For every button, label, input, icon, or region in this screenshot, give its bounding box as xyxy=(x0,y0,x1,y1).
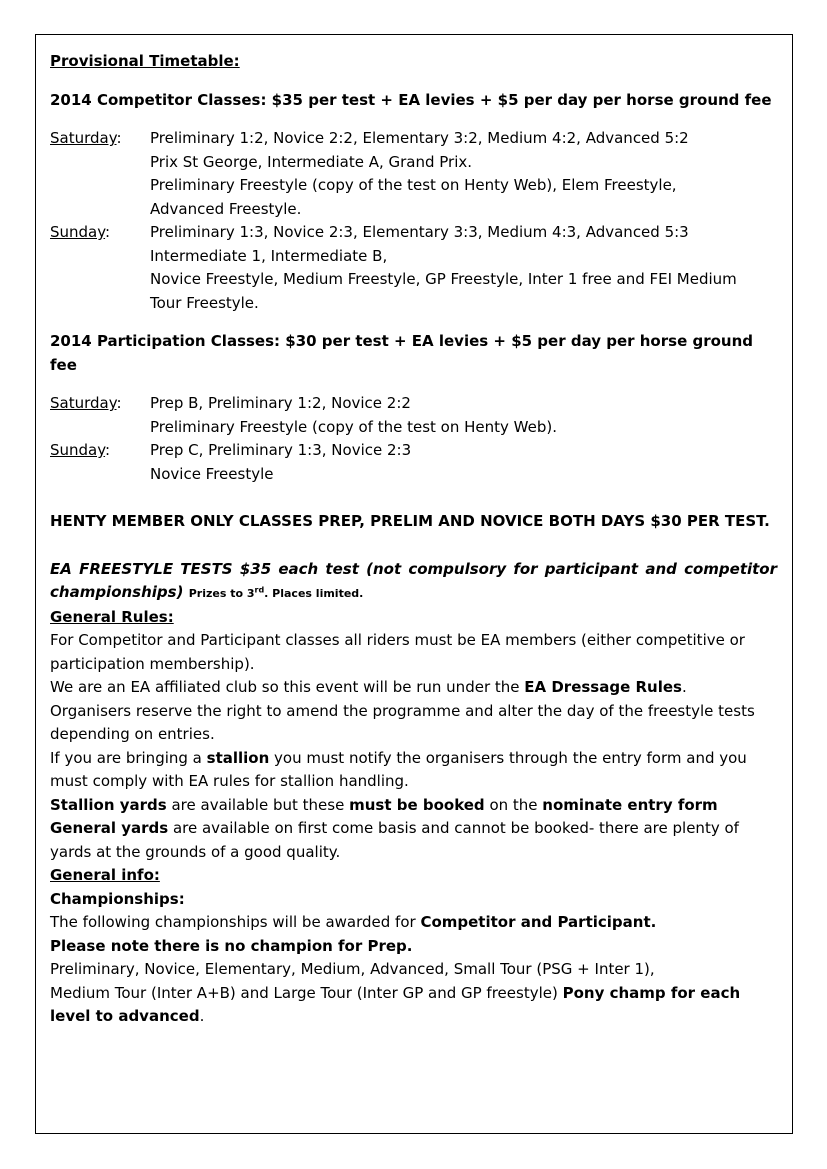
competitor-title: 2014 Competitor Classes: $35 per test + EA levies + $5 per day per horse ground fee xyxy=(50,90,772,109)
member-classes-notice: HENTY MEMBER ONLY CLASSES PREP, PRELIM AND NOVICE BOTH DAYS $30 PER TEST. xyxy=(50,512,770,530)
rule-affiliation: We are an EA affiliated club so this event will be run under the EA Dressage Rules. xyxy=(50,678,687,696)
schedule-line: Intermediate 1, Intermediate B, xyxy=(150,246,388,265)
day-label: Sunday xyxy=(50,223,106,241)
freestyle-championships: championships) xyxy=(50,583,184,601)
competitor-saturday: Saturday: Preliminary 1:2, Novice 2:2, Elementary 3:2, Medium 4:2, Advanced 5:2 Prix St George, Intermediate A, Grand Prix. Preliminary Freestyle (copy of the test on Henty Web), Elem Freestyle, Advanced Freestyle. xyxy=(50,127,777,221)
schedule-line: Novice Freestyle, Medium Freestyle, GP Freestyle, Inter 1 free and FEI Medium xyxy=(150,270,737,288)
schedule-line: Advanced Freestyle. xyxy=(150,199,302,218)
championship-tours: Medium Tour (Inter A+B) and Large Tour (Inter GP and GP freestyle) Pony champ for each level to advanced. xyxy=(50,983,741,1025)
championships-awarded: The following championships will be awarded for Competitor and Participant. xyxy=(50,913,657,931)
schedule-line: Prix St George, Intermediate A, Grand Prix. xyxy=(150,152,473,171)
schedule-line: Preliminary Freestyle (copy of the test on Henty Web), Elem Freestyle, xyxy=(150,176,677,194)
participation-sunday: Sunday: Prep C, Preliminary 1:3, Novice 2:3 Novice Freestyle xyxy=(50,439,777,486)
schedule-line: Prep B, Preliminary 1:2, Novice 2:2 xyxy=(150,394,411,412)
document-body xyxy=(50,50,777,1029)
championships-heading: Championships: xyxy=(50,889,185,908)
schedule-line: Prep C, Preliminary 1:3, Novice 2:3 xyxy=(150,441,412,459)
rule-membership: For Competitor and Participant classes all riders must be EA members (either competitive or participation membership). xyxy=(50,631,745,673)
day-label: Saturday xyxy=(50,129,117,147)
day-label: Sunday xyxy=(50,441,106,459)
prizes-note: Prizes to 3rd. Places limited. xyxy=(188,585,364,600)
freestyle-line-1: EA FREESTYLE TESTS $35 each test (not compulsory for participant and competitor xyxy=(50,559,777,578)
participation-title: 2014 Participation Classes: $30 per test + EA levies + $5 per day per horse ground fee xyxy=(50,332,753,374)
schedule-line: Preliminary 1:2, Novice 2:2, Elementary 3:2, Medium 4:2, Advanced 5:2 xyxy=(150,129,689,147)
competitor-sunday: Sunday: Preliminary 1:3, Novice 2:3, Elementary 3:3, Medium 4:3, Advanced 5:3 Intermediate 1, Intermediate B, Novice Freestyle, Medium Freestyle, GP Freestyle, Inter 1 free and FEI Medium Tour Freestyle. xyxy=(50,221,777,315)
schedule-line: Novice Freestyle xyxy=(150,464,274,483)
prep-champion-note: Please note there is no champion for Prep. xyxy=(50,936,413,955)
rule-general-yards: General yards are available on first come basis and cannot be booked- there are plenty of yards at the grounds of a good quality. xyxy=(50,819,739,861)
rule-programme: Organisers reserve the right to amend the programme and alter the day of the freestyle tests depending on entries. xyxy=(50,701,755,743)
participation-saturday: Saturday: Prep B, Preliminary 1:2, Novice 2:2 Preliminary Freestyle (copy of the test on Henty Web). xyxy=(50,392,777,439)
rule-stallion: If you are bringing a stallion you must notify the organisers through the entry form and you must comply with EA rules for stallion handling. xyxy=(50,748,747,790)
schedule-line: Preliminary 1:3, Novice 2:3, Elementary 3:3, Medium 4:3, Advanced 5:3 xyxy=(150,223,689,241)
day-label: Saturday xyxy=(50,394,117,412)
freestyle-line-2 xyxy=(50,581,777,606)
general-rules-heading: General Rules: xyxy=(50,607,174,626)
schedule-line: Tour Freestyle. xyxy=(150,293,259,312)
schedule-line: Preliminary Freestyle (copy of the test on Henty Web). xyxy=(150,417,557,436)
rule-stallion-yards: Stallion yards are available but these must be booked on the nominate entry form xyxy=(50,795,718,814)
championship-levels: Preliminary, Novice, Elementary, Medium, Advanced, Small Tour (PSG + Inter 1), xyxy=(50,960,655,978)
timetable-heading: Provisional Timetable: xyxy=(50,52,240,70)
general-info-heading: General info: xyxy=(50,866,160,884)
